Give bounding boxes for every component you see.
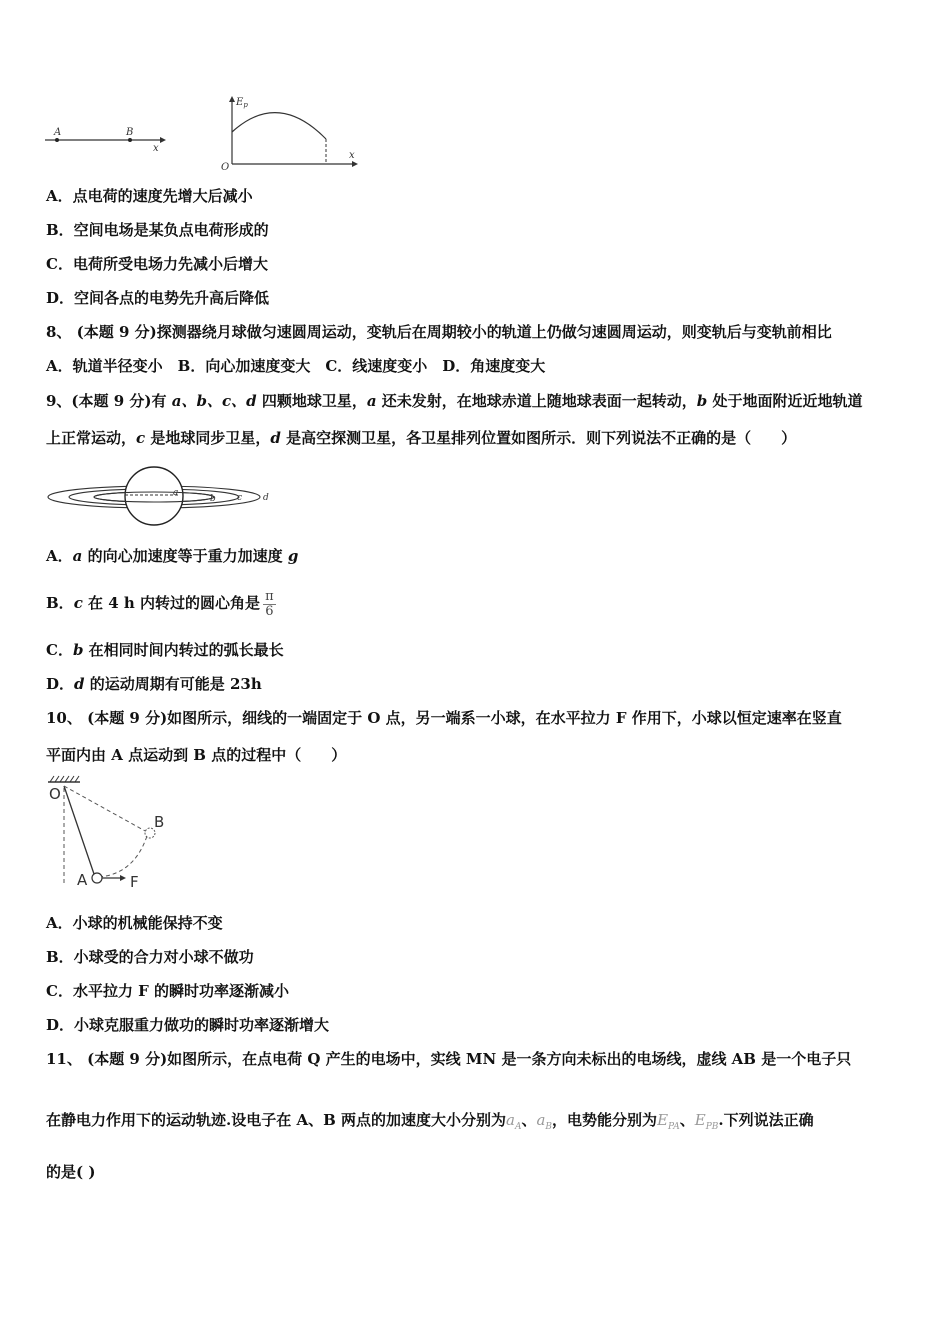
q10-option-a: A．小球的机械能保持不变 (46, 914, 223, 932)
satellite-orbit-figure (44, 462, 284, 530)
q9-stem-line1: 9、(本题 9 分)有 a、b、c、d 四颗地球卫星，a 还未发射，在地球赤道上随地球表面一起转动，b 处于地面附近近地轨道 (46, 392, 863, 410)
origin-label: O (221, 162, 230, 172)
force-f-arrowhead (120, 875, 126, 881)
symbol-e-pb: $E_{PB}$ (694, 1111, 719, 1132)
q9-option-d: D．d 的运动周期有可能是 23h (46, 675, 262, 693)
label-b: B (154, 813, 165, 831)
trajectory-dashed (99, 836, 147, 877)
q11-stem-line3: 的是( ) (46, 1163, 96, 1181)
q10-stem-line2: 平面内由 A 点运动到 B 点的过程中（ ） (46, 746, 347, 764)
q7-option-a: A．点电荷的速度先增大后减小 (46, 187, 253, 205)
q8-options: A．轨道半径变小 B．向心加速度变大 C．线速度变小 D．角速度变大 (46, 357, 546, 375)
x-label: x (349, 150, 355, 161)
q9-stem-line2: 上正常运动，c 是地球同步卫星，d 是高空探测卫星，各卫星排列位置如图所示．则下列说法不正确的是（ ） (46, 429, 797, 447)
x-axis-arrow (352, 161, 358, 167)
q8-stem: 8、 (本题 9 分)探测器绕月球做匀速圆周运动，变轨后在周期较小的轨道上仍做匀速圆周运动，则变轨后与变轨前相比 (46, 323, 832, 341)
ball-a (92, 873, 102, 883)
q10-option-c: C．水平拉力 F 的瞬时功率逐渐减小 (46, 982, 290, 1000)
y-axis-arrow (229, 96, 235, 102)
symbol-a-b: $a_B$ (536, 1111, 553, 1132)
label-d: d (263, 493, 269, 503)
x-axis-arrow (160, 137, 166, 143)
string-to-a (64, 786, 94, 874)
q7-option-c: C．电荷所受电场力先减小后增大 (46, 255, 268, 273)
pi-over-six-fraction: $\frac{\pi}{6}$ (265, 588, 274, 619)
q9-option-c: C．b 在相同时间内转过的弧长最长 (46, 641, 284, 659)
q10-option-d: D．小球克服重力做功的瞬时功率逐渐增大 (46, 1016, 330, 1034)
ep-curve (232, 113, 326, 139)
pendulum-figure (44, 774, 174, 892)
point-b (128, 138, 132, 142)
q10-option-b: B．小球受的合力对小球不做功 (46, 948, 254, 966)
label-a: A (54, 127, 62, 138)
label-o: O (49, 785, 61, 803)
label-c: c (237, 493, 243, 503)
ceiling-hatch (50, 776, 79, 782)
q9-option-a: A．a 的向心加速度等于重力加速度 g (46, 547, 299, 565)
q7-option-b: B．空间电场是某负点电荷形成的 (46, 221, 269, 239)
symbol-e-pa: $E_{PA}$ (657, 1111, 680, 1132)
q10-stem-line1: 10、 (本题 9 分)如图所示，细线的一端固定于 O 点，另一端系一小球，在水平拉力 F 作用下，小球以恒定速率在竖直 (46, 709, 842, 727)
q11-stem-line2: 在静电力作用下的运动轨迹.设电子在 A、B 两点的加速度大小分别为$a_A$、$a_B$，电势能分别为$E_{PA}$、$E_{PB}$.下列说法正确 (46, 1111, 814, 1132)
string-to-b-dashed (64, 786, 147, 832)
ep-x-graph (218, 94, 363, 172)
label-a: a (173, 488, 179, 498)
ep-label: $E_p$ (236, 97, 248, 109)
label-f: F (130, 873, 139, 891)
label-a: A (77, 871, 88, 889)
label-b: B (126, 127, 134, 138)
label-b: b (210, 494, 216, 504)
q9-option-b: B．c 在 4 h 内转过的圆心角是 $\frac{\pi}{6}$ (46, 588, 274, 619)
point-a (55, 138, 59, 142)
axis-line-figure (40, 118, 170, 158)
symbol-a-a: $a_A$ (506, 1111, 522, 1132)
q11-stem-line1: 11、 (本题 9 分)如图所示，在点电荷 Q 产生的电场中，实线 MN 是一条方向未标出的电场线，虚线 AB 是一个电子只 (46, 1050, 852, 1068)
q7-option-d: D．空间各点的电势先升高后降低 (46, 289, 270, 307)
label-x: x (153, 143, 159, 154)
